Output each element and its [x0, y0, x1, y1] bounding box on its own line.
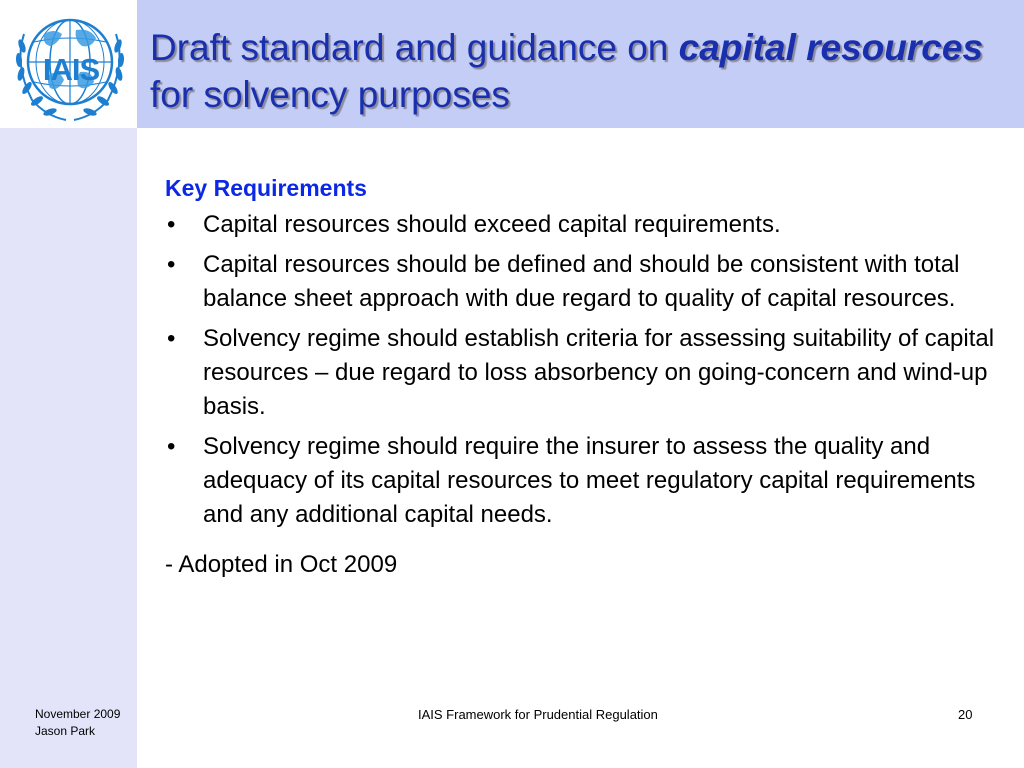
section-heading: Key Requirements: [165, 175, 367, 201]
bullet-text: Solvency regime should require the insurer to assess the quality and adequacy of its capital resources to meet regulatory capital requirements and any additional capital needs.: [203, 433, 976, 528]
bullet-item: [165, 322, 1000, 424]
page-number: 20: [958, 707, 973, 722]
bullet-dot-icon: •: [167, 433, 176, 460]
logo-area: [0, 0, 137, 128]
footer-author: Jason Park: [35, 724, 96, 738]
slide-title: [150, 24, 1010, 118]
logo-text: IAIS: [42, 52, 100, 87]
footer-title: IAIS Framework for Prudential Regulation: [418, 707, 658, 722]
bullet-dot-icon: •: [167, 325, 176, 352]
title-part-2: for solvency purposes: [150, 74, 510, 115]
bullet-text: Capital resources should exceed capital requirements.: [203, 211, 781, 238]
bullet-dot-icon: •: [167, 251, 176, 278]
bullet-list: [165, 208, 1000, 532]
title-part-1: Draft standard and guidance on: [150, 27, 679, 68]
bullet-item: [165, 248, 1000, 316]
footer-date: November 2009: [35, 707, 121, 721]
bullet-item: [165, 208, 1000, 242]
adoption-note: - Adopted in Oct 2009: [165, 551, 398, 578]
bullet-text: Capital resources should be defined and should be consistent with total balance sheet approach with due regard to quality of capital resources.: [203, 251, 960, 312]
bullet-dot-icon: •: [167, 211, 176, 238]
footer-left: [35, 706, 120, 740]
bullet-text: Solvency regime should establish criteria for assessing suitability of capital resources – due regard to loss absorbency on going-concern and wind-up basis.: [203, 325, 995, 420]
title-emphasis: capital resources: [678, 27, 984, 68]
bullet-item: [165, 430, 1000, 532]
slide-content: [165, 171, 1000, 582]
